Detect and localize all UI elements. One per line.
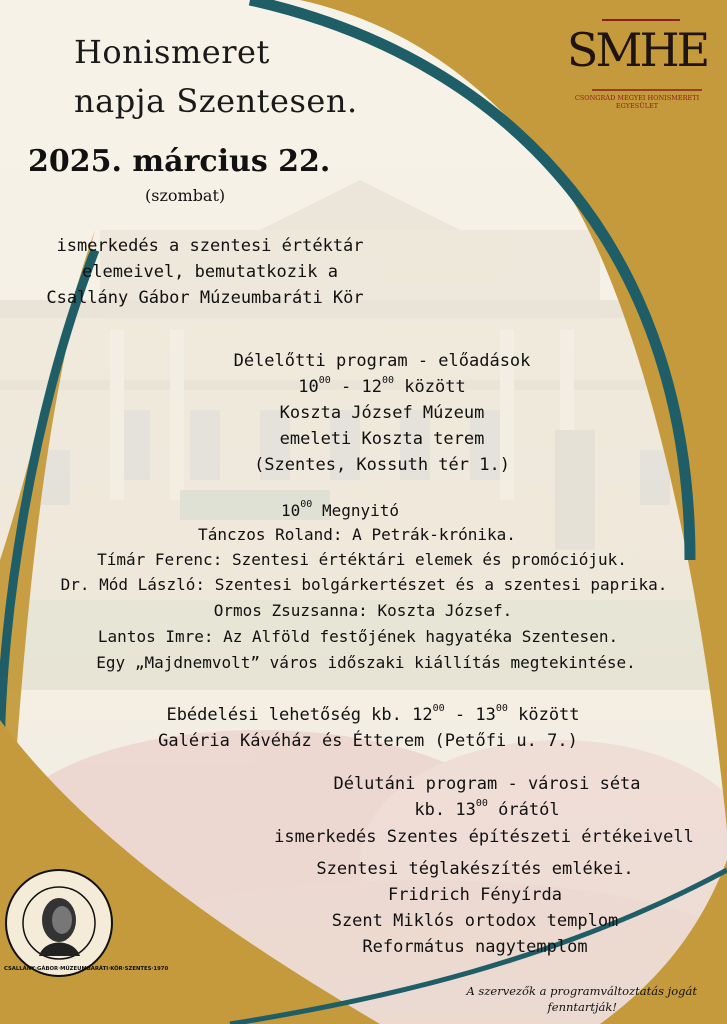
disclaimer-line-2: fenntartják! [547,1000,617,1014]
walk-stop: Református nagytemplom [362,937,588,957]
disclaimer-line-1: A szervezők a programváltoztatás jogát [466,984,697,998]
walk-stop: Fridrich Fényírda [388,885,562,905]
event-weekday: (szombat) [145,186,226,205]
afternoon-description: ismerkedés Szentes építészeti értékeivell [274,827,694,847]
smhe-logo [562,10,712,110]
museum-club-seal [4,868,169,978]
morning-venue-line-1: Koszta József Múzeum [279,403,485,423]
intro-line-2: elemeivel, bemutatkozik a [82,262,338,282]
afternoon-heading: Délutáni program - városi séta [333,774,641,794]
seal-artwork [4,868,169,978]
morning-venue-line-3: (Szentes, Kossuth tér 1.) [254,455,510,475]
talk-item: Dr. Mód László: Szentesi bolgárkertészet és a szentesi paprika. [60,575,668,594]
title-line-1: Honismeret [74,33,270,71]
opening-line: $10^{00}$ Megnyitó [280,499,400,520]
lunch-line: Ebédelési lehetőség kb. $12^{00} - 13^{00}$ között [166,703,580,725]
lunch-venue: Galéria Kávéház és Étterem (Petőfi u. 7.) [158,731,578,751]
seal-ring-text: CSALLÁNY·GÁBOR·MÚZEUMBARÁTI·KÖR·SZENTES·1970 [4,966,169,972]
morning-heading: Délelőtti program - előadások [233,351,531,371]
title-line-2: napja Szentesen. [74,82,358,120]
morning-venue-line-2: emeleti Koszta terem [279,429,485,449]
event-date: 2025. március 22. [28,144,331,179]
walk-stop: Szent Miklós ortodox templom [331,911,619,931]
talk-item: Tímár Ferenc: Szentesi értéktári elemek és promóciójuk. [97,550,627,569]
intro-line-3: Csallány Gábor Múzeumbaráti Kör [46,288,364,308]
afternoon-time: kb. $13^{00}$ órától [414,798,560,820]
talk-item: Ormos Zsuzsanna: Koszta József. [213,601,513,620]
walk-stop: Szentesi téglakészítés emlékei. [316,859,634,879]
svg-text:SMHE: SMHE [566,23,708,77]
intro-line-1: ismerkedés a szentesi értéktár [56,236,364,256]
smhe-logo-caption: CSONGRÁD MEGYEI HONISMERETI EGYESÜLET [574,94,700,110]
talk-item: Tánczos Roland: A Petrák-krónika. [198,525,516,544]
talk-item: Lantos Imre: Az Alföld festőjének hagyatéka Szentesen. [97,627,619,646]
morning-time: $10^{00} - 12^{00}$ között [298,375,466,397]
talk-item: Egy „Majdnemvolt” város időszaki kiállítás megtekintése. [96,653,636,672]
